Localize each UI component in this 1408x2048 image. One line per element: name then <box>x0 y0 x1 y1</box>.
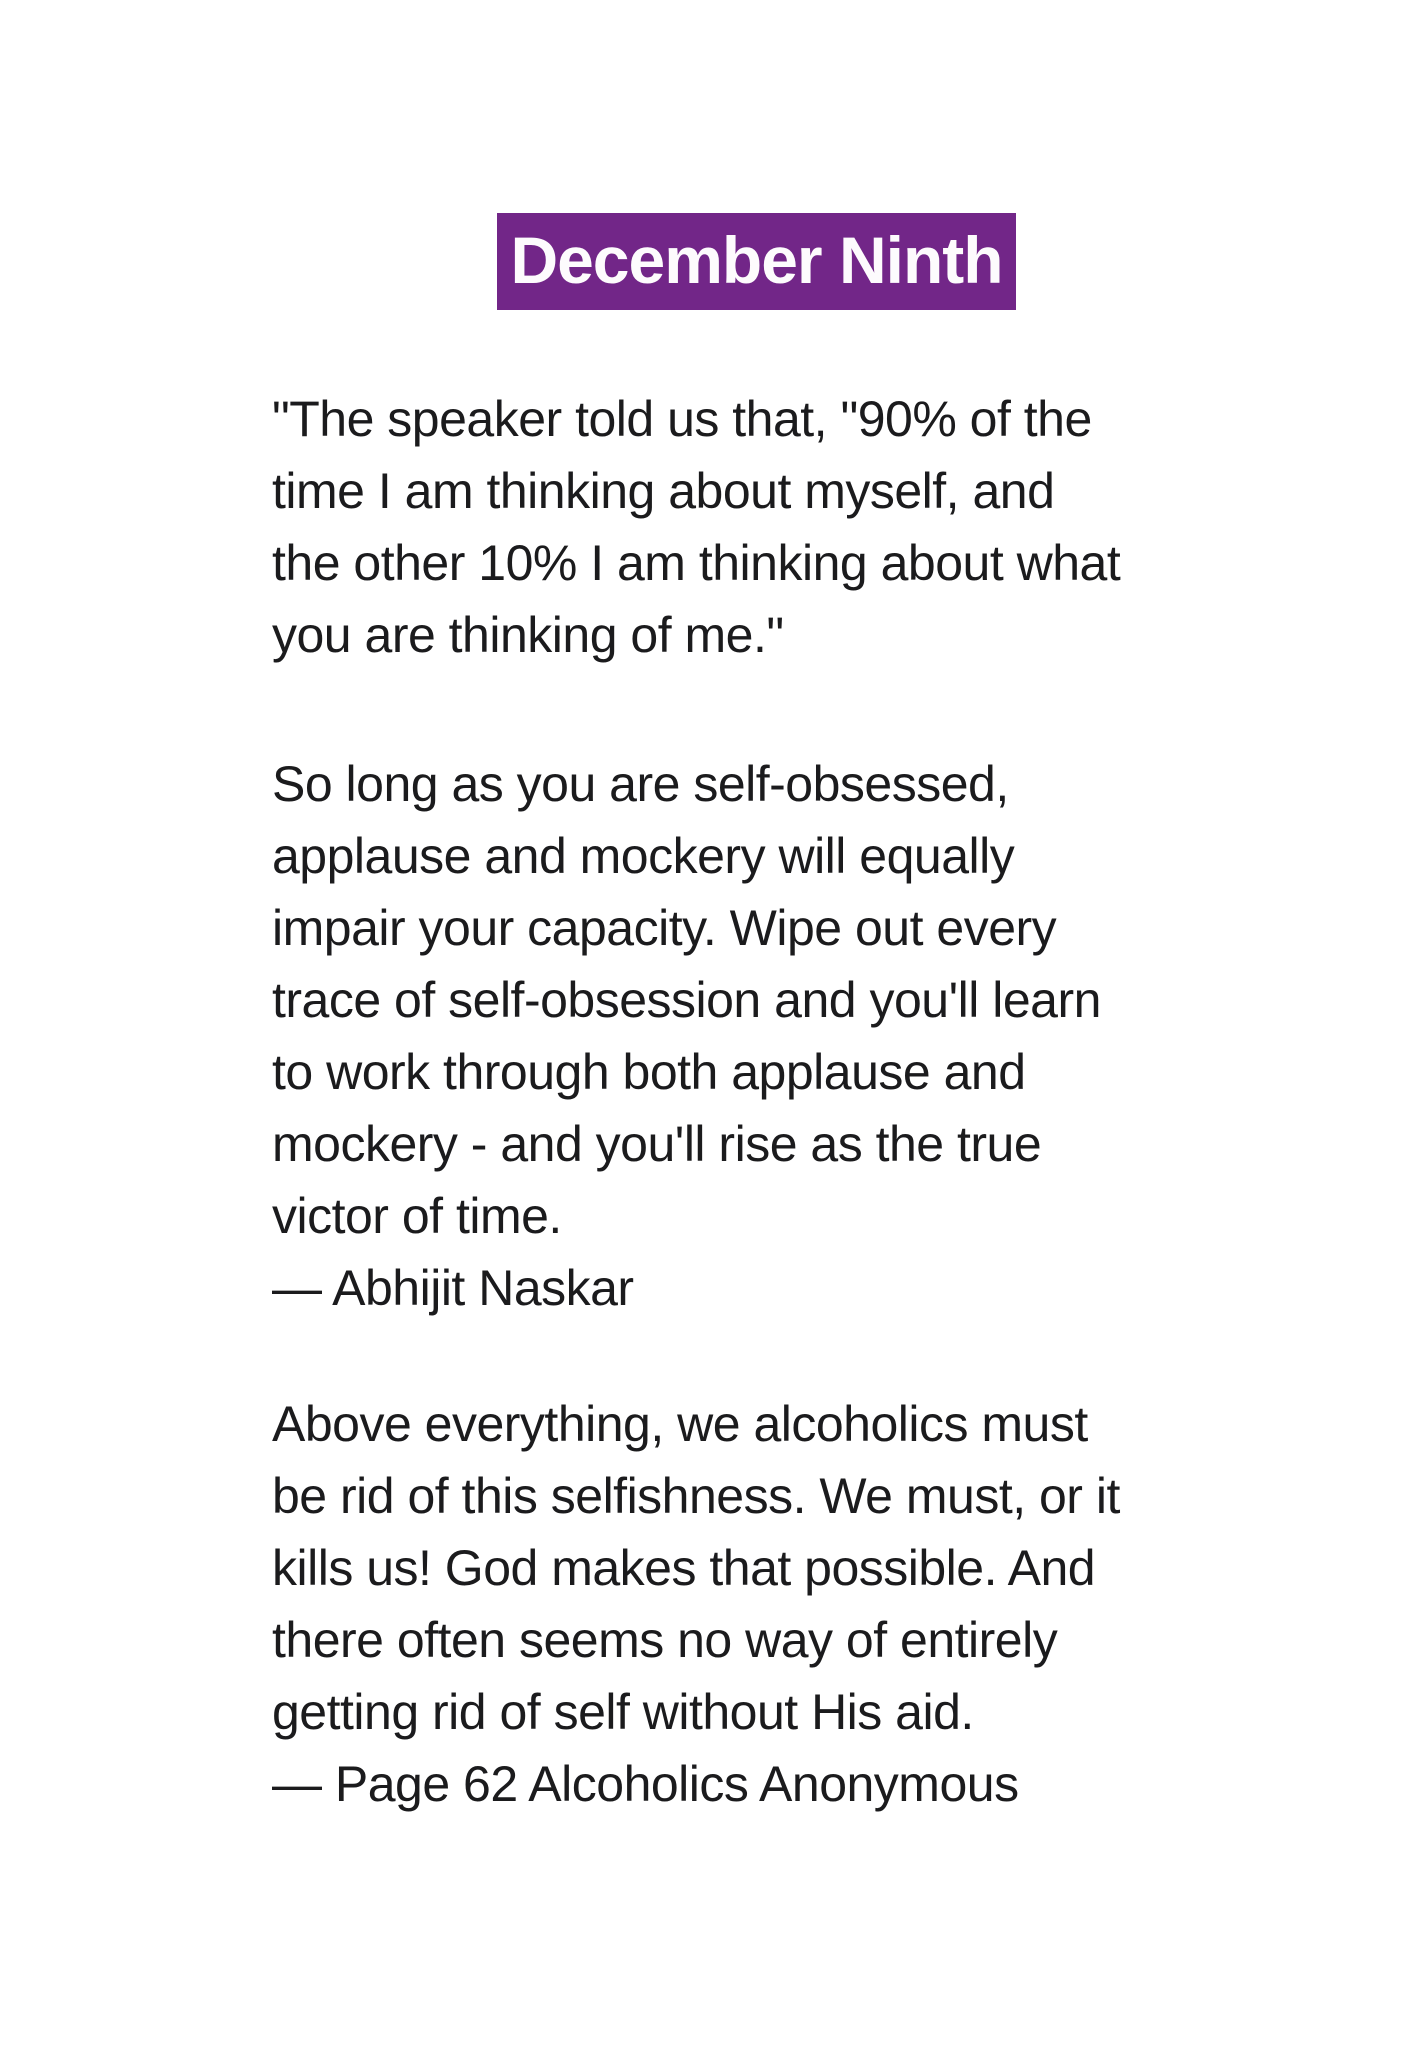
quote-line: be rid of this selfishness. We must, or it <box>272 1468 1120 1524</box>
quote-paragraph-naskar <box>272 748 1101 1324</box>
quote-line: mockery - and you'll rise as the true <box>272 1116 1042 1172</box>
quote-line: kills us! God makes that possible. And <box>272 1540 1096 1596</box>
quote-line: trace of self-obsession and you'll learn <box>272 972 1101 1028</box>
quote-line: to work through both applause and <box>272 1044 1026 1100</box>
quote-line: the other 10% I am thinking about what <box>272 535 1121 591</box>
quote-line: So long as you are self-obsessed, <box>272 756 1009 812</box>
quote-line: impair your capacity. Wipe out every <box>272 900 1057 956</box>
quote-line: victor of time. <box>272 1188 562 1244</box>
quote-line: "The speaker told us that, "90% of the <box>272 391 1092 447</box>
quote-paragraph-big-book <box>272 1388 1120 1820</box>
date-header-banner: December Ninth <box>497 213 1016 310</box>
quote-line: getting rid of self without His aid. <box>272 1684 974 1740</box>
quote-line: applause and mockery will equally <box>272 828 1015 884</box>
quote-attribution: — Page 62 Alcoholics Anonymous <box>272 1756 1019 1812</box>
quote-attribution: — Abhijit Naskar <box>272 1260 634 1316</box>
quote-line: you are thinking of me." <box>272 607 784 663</box>
quote-line: there often seems no way of entirely <box>272 1612 1058 1668</box>
quote-line: time I am thinking about myself, and <box>272 463 1055 519</box>
quote-paragraph-speaker <box>272 383 1120 671</box>
quote-line: Above everything, we alcoholics must <box>272 1396 1088 1452</box>
